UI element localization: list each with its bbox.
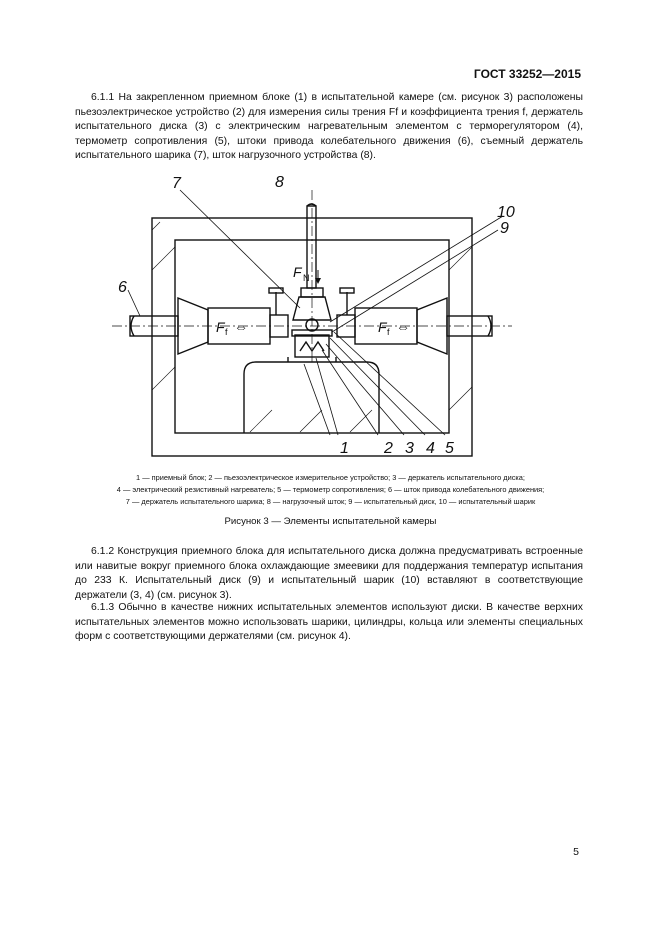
page-number: 5: [573, 846, 579, 858]
force-normal-sub: N: [303, 273, 310, 283]
standard-header: ГОСТ 33252—2015: [473, 67, 581, 81]
label-5: 5: [445, 440, 454, 457]
force-normal-label: F: [293, 264, 302, 280]
label-3: 3: [405, 440, 414, 457]
figure-3: [0, 170, 661, 470]
legend-line-3: 7 — держатель испытательного шарика; 8 — нагрузочный шток; 9 — испытательный диск, 10 — испытательный шарик: [125, 497, 536, 507]
legend-line-2: 4 — электрический резистивный нагреватель; 5 — термометр сопротивления; 6 — шток привода колебательного движения;: [116, 485, 545, 495]
double-arrow-right-icon: ⇔: [396, 319, 410, 335]
force-friction-left-label: F: [216, 319, 225, 335]
test-chamber-diagram: [0, 170, 661, 470]
paragraph-6-1-3: 6.1.3 Обычно в качестве нижних испытательных элементов используют диски. В качестве верхних испытательных элементов можно использовать шарики, цилиндры, кольца или элементы специальных форм с соответствующими держателями (см. рисунок 4).: [75, 602, 583, 643]
force-friction-left-sub: f: [225, 327, 228, 337]
label-7: 7: [172, 175, 181, 192]
legend-line-1: 1 — приемный блок; 2 — пьезоэлектрическое измерительное устройство; 3 — держатель испытательного диска;: [136, 473, 525, 482]
label-1: 1: [340, 440, 349, 457]
label-10: 10: [497, 204, 515, 221]
receiving-block: [244, 362, 379, 433]
double-arrow-left-icon: ⇔: [234, 319, 248, 335]
label-8: 8: [275, 174, 284, 191]
paragraph-6-1-2: 6.1.2 Конструкция приемного блока для испытательного диска должна предусматривать встроенные или навитые вокруг приемного блока охлаждающие змеевики для поддержания температур испытания до 233 К. Испытательный диск (9) и испытательный шарик (10) вставляют в соответствующие держатели (3, 4) (см. рисунок 3).: [75, 546, 583, 601]
figure-legend: [40, 472, 621, 509]
label-2: 2: [384, 440, 393, 457]
force-friction-right-label: F: [378, 319, 387, 335]
label-9: 9: [500, 220, 509, 237]
figure-caption: Рисунок 3 — Элементы испытательной камеры: [224, 516, 437, 527]
paragraph-6-1-1: 6.1.1 На закрепленном приемном блоке (1) в испытательной камере (см. рисунок 3) расположены пьезоэлектрическое устройство (2) для измерения силы трения Ff и коэффициента трения f, держатель испытательного диска (3) с электрическим нагревательным элементом с терморегулятором (4), термометр сопротивления (5), штоки привода колебательного движения (6), съемный держатель испытательного шарика (7), шток нагрузочного устройства (8).: [75, 92, 583, 162]
force-friction-right-sub: f: [387, 327, 390, 337]
label-6: 6: [118, 279, 127, 296]
label-4: 4: [426, 440, 435, 457]
